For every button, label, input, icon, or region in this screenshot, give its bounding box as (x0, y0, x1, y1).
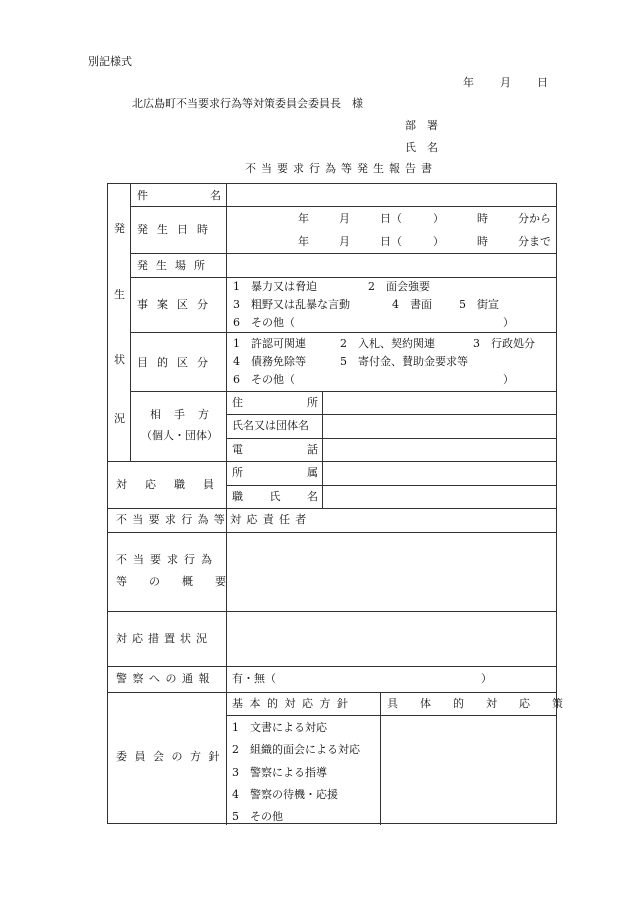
category-option-1: 1 暴力又は脅迫 (233, 280, 317, 293)
datetime-to-day: 日（ (380, 235, 402, 248)
date-month: 月 (500, 76, 511, 89)
staff-affiliation-label: 所 属 (232, 466, 318, 479)
form-label: 別記様式 (88, 55, 132, 68)
category-option-5: 5 街宣 (459, 298, 499, 311)
datetime-from-year: 年 (298, 212, 309, 225)
purpose-option-1: 1 許認可関連 (233, 337, 306, 350)
purpose-option-2: 2 入札、契約関連 (340, 337, 435, 350)
counterpart-label: 相手方 (150, 408, 222, 421)
datetime-to-close: ） (433, 235, 444, 248)
responsible-label: 不当要求行為等対応責任者 (116, 513, 312, 526)
datetime-label: 発生日時 (137, 223, 217, 236)
category-option-2: 2 面会強要 (368, 280, 430, 293)
staff-position-label: 職 氏 名 (232, 490, 318, 503)
department-label: 部 署 (405, 119, 438, 132)
category-option-close: ） (503, 316, 514, 329)
name-label: 氏 名 (405, 141, 438, 154)
group-label-4: 況 (114, 412, 125, 425)
summary-label-line1: 不当要求行為 (116, 553, 218, 566)
datetime-to-year: 年 (298, 235, 309, 248)
measures-label: 対応措置状況 (116, 632, 212, 645)
police-close: ） (481, 672, 492, 685)
policy-item-1: 1 文書による対応 (232, 721, 327, 734)
purpose-label: 目的区分 (137, 356, 217, 369)
datetime-to-hour: 時 (477, 235, 488, 248)
counterpart-name-label: 氏名又は団体名 (232, 419, 309, 432)
purpose-option-6: 6 その他（ (233, 373, 295, 386)
purpose-option-close: ） (503, 373, 514, 386)
policy-item-2: 2 組織的面会による対応 (232, 743, 360, 756)
case-name-text: 件 名 (137, 189, 221, 202)
basic-policy-header: 基本的対応方針 (232, 697, 355, 710)
datetime-from-minute: 分から (518, 212, 551, 225)
police-value: 有・無（ (232, 672, 276, 685)
counterpart-phone-label: 電 話 (232, 443, 318, 456)
policy-item-5: 5 その他 (232, 810, 283, 823)
category-option-3: 3 粗野又は乱暴な言動 (233, 298, 350, 311)
group-label-1: 発 (114, 222, 125, 235)
category-label: 事案区分 (137, 298, 217, 311)
datetime-from-hour: 時 (477, 212, 488, 225)
committee-label: 委員会の方針 (116, 750, 227, 763)
case-name-label (137, 189, 221, 203)
purpose-option-3: 3 行政処分 (473, 337, 535, 350)
date-year: 年 (463, 76, 474, 89)
datetime-to-minute: 分まで (518, 235, 551, 248)
purpose-option-4: 4 債務免除等 (233, 355, 306, 368)
staff-label: 対応職員 (116, 478, 232, 491)
group-label-3: 状 (114, 353, 125, 366)
place-label: 発生場所 (137, 259, 213, 272)
police-label: 警察への通報 (116, 672, 215, 685)
purpose-option-5: 5 寄付金、賛助金要求等 (340, 355, 468, 368)
datetime-to-month: 月 (339, 235, 350, 248)
group-label-2: 生 (114, 288, 125, 301)
summary-label-line2: 等の概要 (116, 575, 248, 588)
specific-measures-header: 具体的対応策 (387, 697, 585, 710)
date-day: 日 (537, 76, 548, 89)
datetime-from-day: 日（ (380, 212, 402, 225)
addressee: 北広島町不当要求行為等対策委員会委員長 様 (132, 97, 363, 110)
category-option-4: 4 書面 (392, 298, 432, 311)
datetime-from-close: ） (433, 212, 444, 225)
datetime-from-month: 月 (339, 212, 350, 225)
report-form (107, 183, 585, 824)
category-option-6: 6 その他（ (233, 316, 295, 329)
counterpart-sub: （個人・団体） (141, 429, 218, 442)
document-title: 不当要求行為等発生報告書 (245, 162, 437, 175)
policy-item-4: 4 警察の待機・応援 (232, 788, 338, 801)
counterpart-address-label: 住 所 (232, 396, 318, 409)
policy-item-3: 3 警察による指導 (232, 766, 327, 779)
